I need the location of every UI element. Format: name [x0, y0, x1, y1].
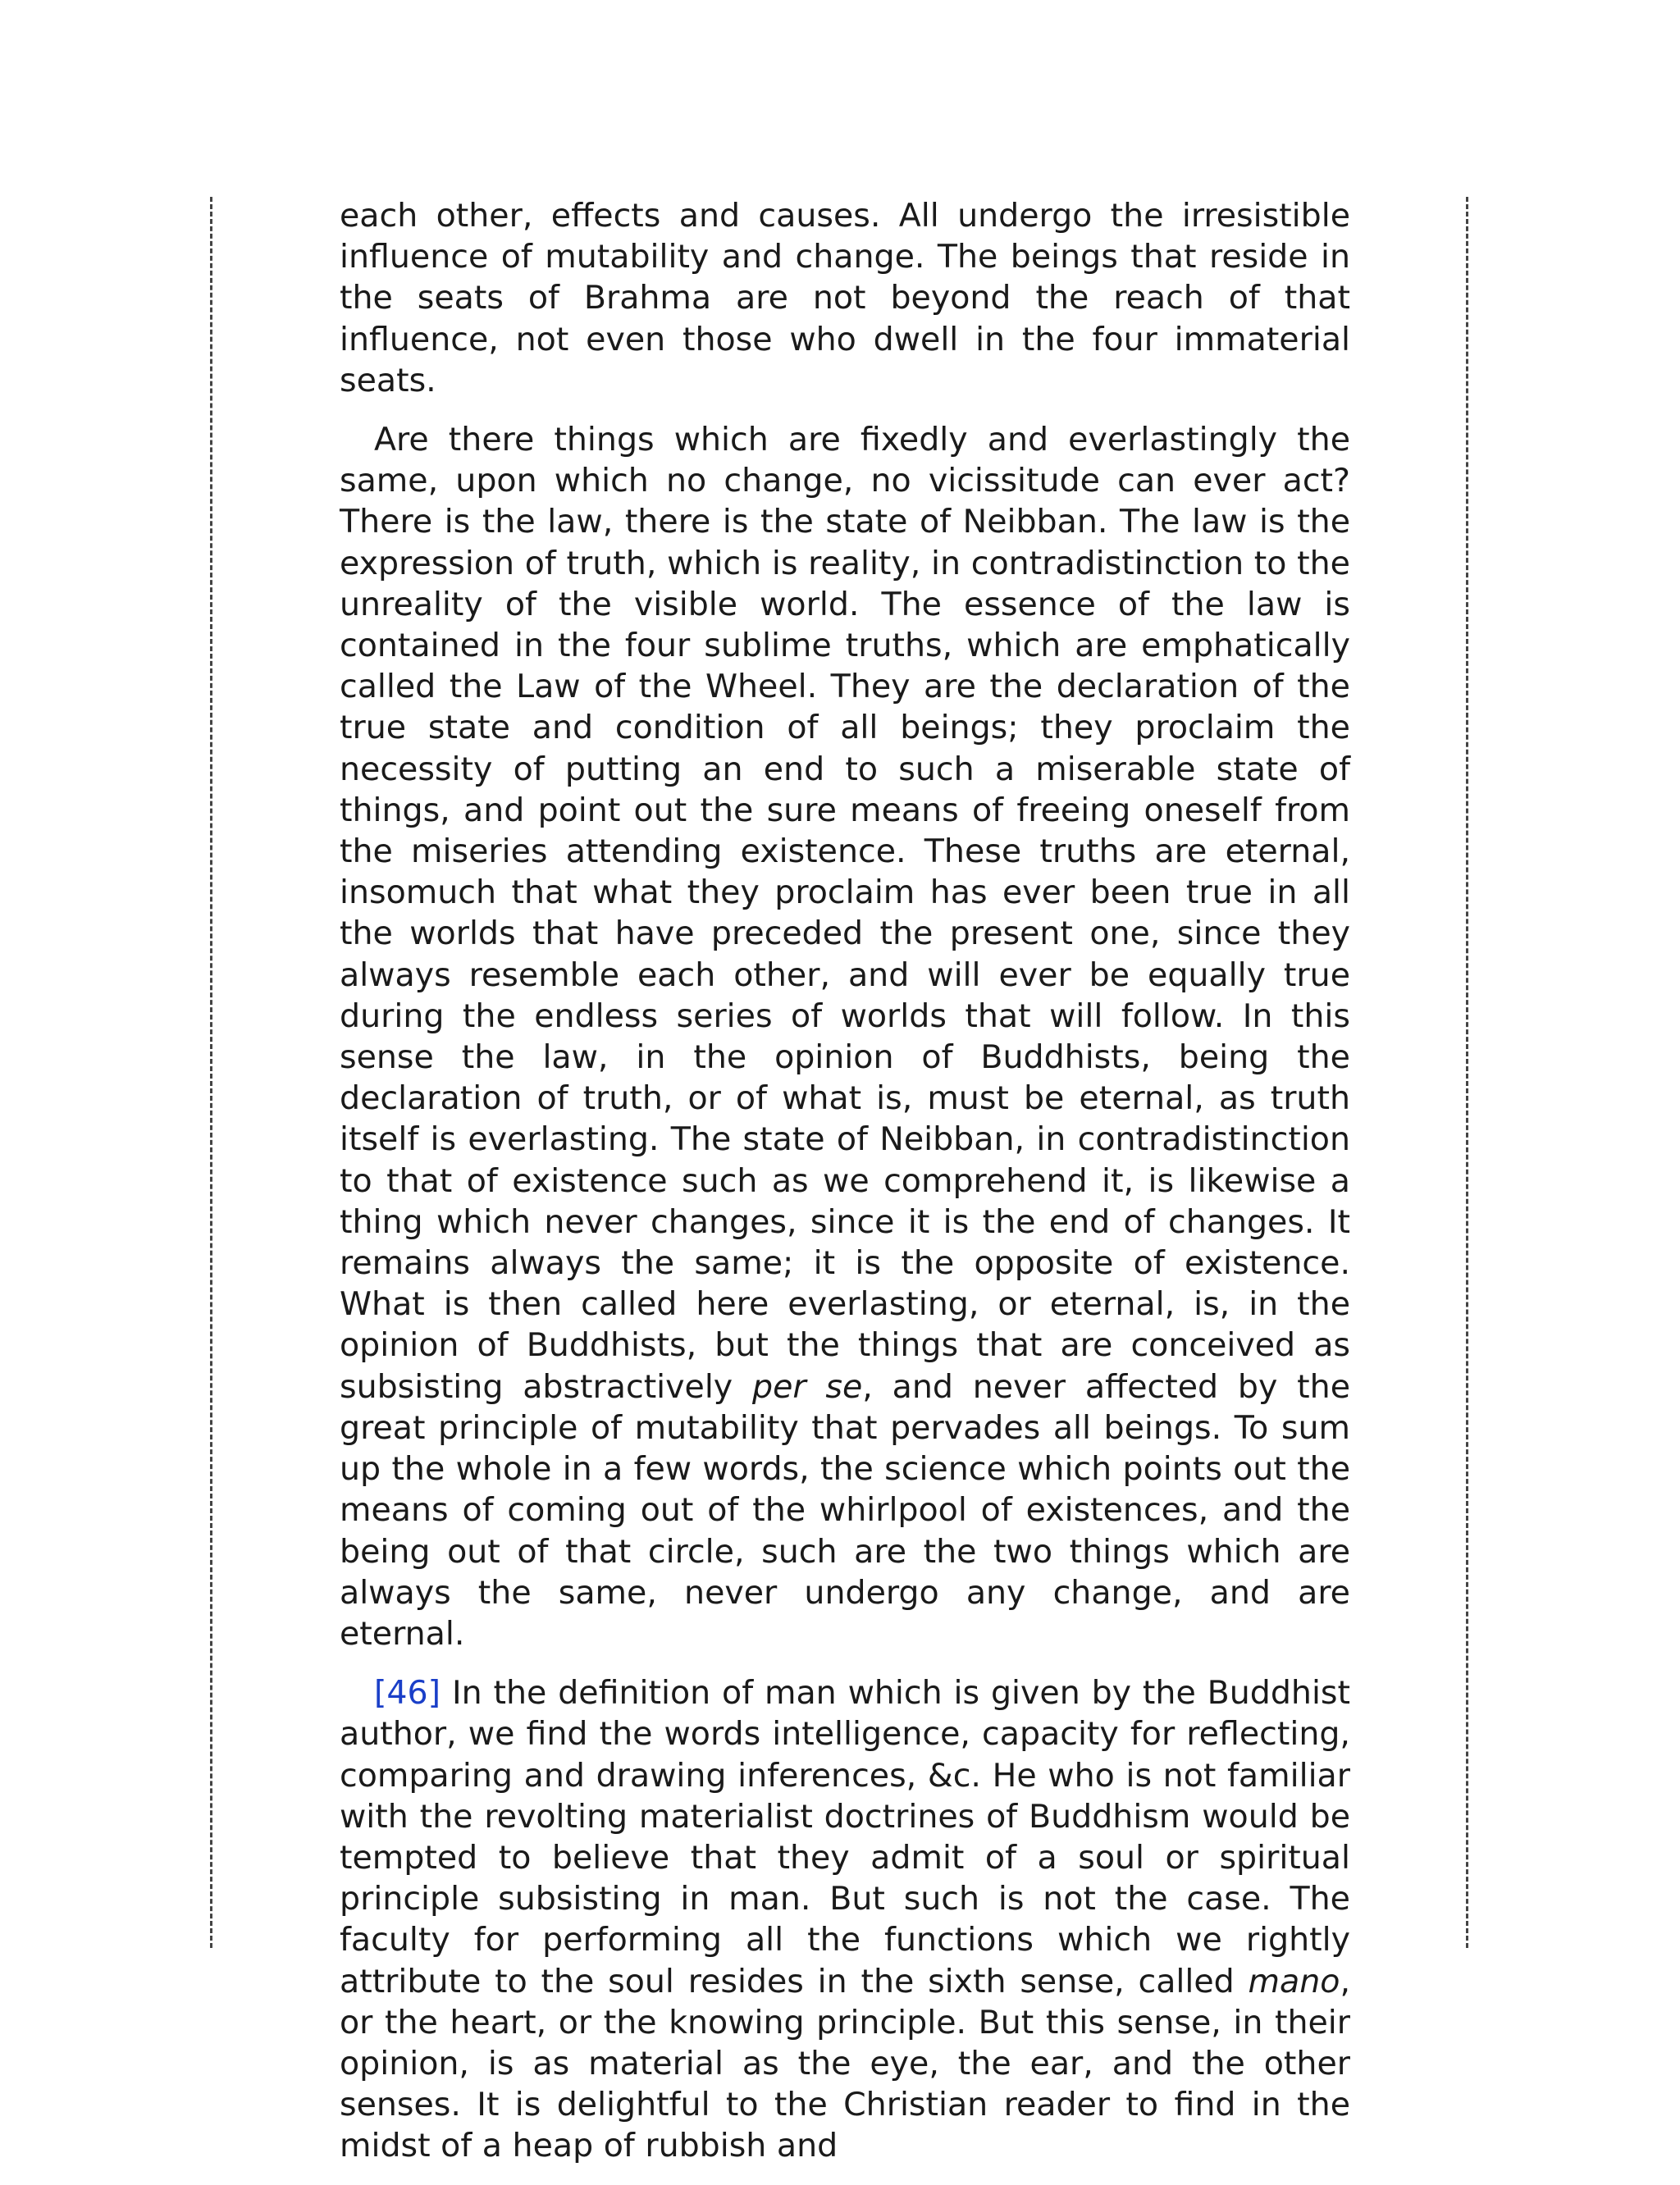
paragraph-3-text-a: In the definition of man which is given by the Buddhist author, we find the words intelligence, capacity for reflecting, comparing and drawing inferences, &c. He who is not familiar with the revolting materialist doctrines of Buddhism would be tempted to believe that they admit of a soul or spiritual principle subsisting in man. But such is not the case. The faculty for performing all the functions which we rightly attribute to the soul resides in the sixth sense, called — [340, 1674, 1350, 2000]
paragraph-2 — [340, 419, 1350, 1654]
italic-term-mano: mano — [1248, 1962, 1340, 2000]
right-margin-rule — [1466, 197, 1468, 1948]
paragraph-1-text: each other, effects and causes. All undergo the irresistible influence of mutability and change. The beings that reside in the seats of Brahma are not beyond the reach of that influence, not even those who dwell in the four immaterial seats. — [340, 197, 1350, 399]
page-number-link[interactable]: [46] — [374, 1674, 441, 1713]
paragraph-2-text-a: Are there things which are fixedly and everlastingly the same, upon which no change, no vicissitude can ever act? There is the law, there is the state of Neibban. The law is the expression of truth, which is reality, in contradistinction to the unreality of the visible world. The essence of the law is contained in the four sublime truths, which are emphatically called the Law of the Wheel. They are the declaration of the true state and condition of all beings; they proclaim the necessity of putting an end to such a miserable state of things, and point out the sure means of freeing oneself from the miseries attending existence. These truths are eternal, insomuch that what they proclaim has ever been true in all the worlds that have preceded the present one, since they always resemble each other, and will ever be equally true during the endless series of worlds that will follow. In this sense the law, in the opinion of Buddhists, being the declaration of truth, or of what is, must be eternal, as truth itself is everlasting. The state of Neibban, in contradistinction to that of existence such as we comprehend it, is likewise a thing which never changes, since it is the end of changes. It remains always the same; it is the opposite of existence. What is then called here everlasting, or eternal, is, in the opinion of Buddhists, but the things that are conceived as subsisting abstractively — [340, 421, 1350, 1406]
paragraph-3-text-b: , or the heart, or the knowing principle. But this sense, in their opinion, is as material as the eye, the ear, and the other senses. It is delightful to the Christian reader to find in the midst of a heap of rubbish and — [340, 1962, 1350, 2165]
paragraph-3 — [340, 1672, 1350, 2166]
left-margin-rule — [210, 197, 212, 1948]
paragraph-1 — [340, 195, 1350, 401]
italic-term-per-se: per se — [752, 1367, 863, 1406]
body-text — [340, 195, 1350, 2185]
paragraph-2-text-b: , and never affected by the great principle of mutability that pervades all beings. To sum up the whole in a few words, the science which points out the means of coming out of the whirlpool of existences, and the being out of that circle, such are the two things which are always the same, never undergo any change, and are eternal. — [340, 1367, 1350, 1653]
